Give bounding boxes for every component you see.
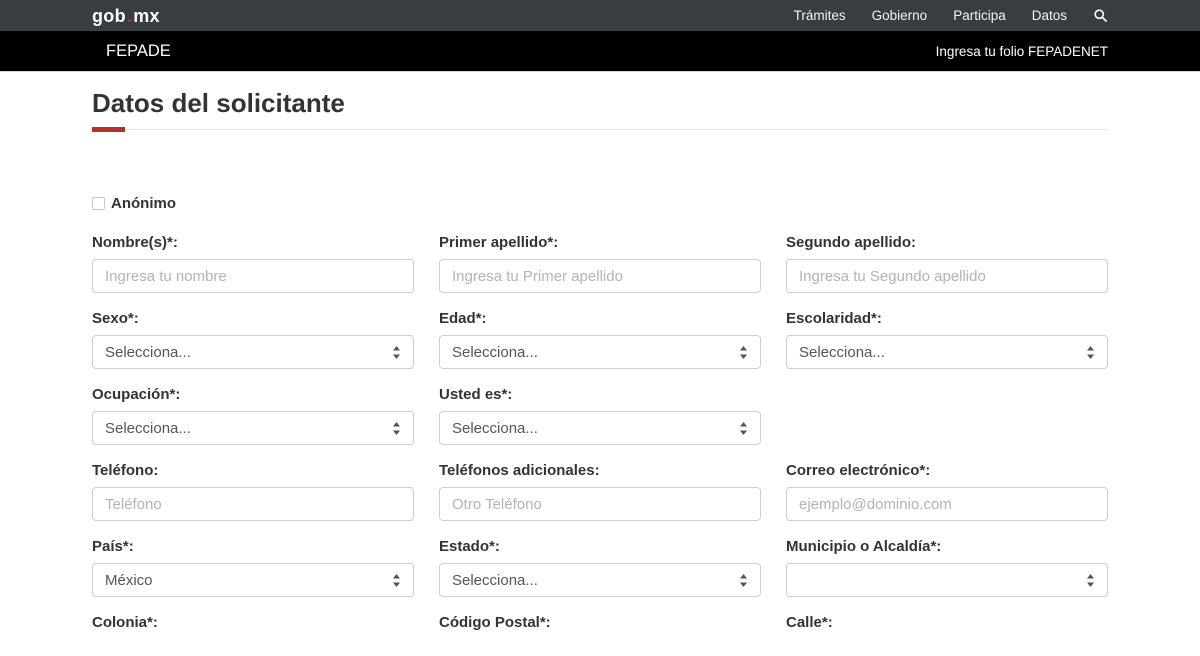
edad-label: Edad*: (439, 310, 487, 327)
anonimo-label: Anónimo (111, 195, 176, 212)
nav-datos[interactable]: Datos (1031, 8, 1067, 23)
top-nav (794, 8, 1108, 23)
nav-participa[interactable]: Participa (953, 8, 1006, 23)
telefono-input[interactable] (92, 487, 414, 521)
select-arrows-icon (739, 573, 748, 588)
calle-label: Calle*: (786, 614, 833, 631)
correo-label: Correo electrónico*: (786, 462, 931, 479)
edad-select[interactable] (439, 335, 761, 369)
escolaridad-select[interactable] (786, 335, 1108, 369)
empty-cell (786, 386, 1108, 445)
fepade-bar (0, 31, 1200, 72)
field-telefonos-adicionales (439, 462, 761, 521)
anonimo-row (92, 195, 1108, 212)
telefonos-adicionales-label: Teléfonos adicionales: (439, 462, 600, 479)
usted-es-select-value: Selecciona... (452, 419, 538, 437)
field-edad (439, 310, 761, 369)
title-divider (92, 127, 1108, 132)
estado-label: Estado*: (439, 538, 500, 555)
telefono-label: Teléfono: (92, 462, 159, 479)
segundo-apellido-input[interactable] (786, 259, 1108, 293)
primer-apellido-input[interactable] (439, 259, 761, 293)
pais-select-value: México (105, 571, 153, 589)
page-title: Datos del solicitante (92, 88, 345, 118)
field-primer-apellido (439, 234, 761, 293)
gobmx-topbar (0, 0, 1200, 31)
field-calle (786, 614, 1108, 639)
field-ocupacion (92, 386, 414, 445)
select-arrows-icon (739, 345, 748, 360)
nav-tramites[interactable]: Trámites (793, 8, 846, 23)
field-estado (439, 538, 761, 597)
field-municipio (786, 538, 1108, 597)
escolaridad-select-value: Selecciona... (799, 343, 885, 361)
pais-label: País*: (92, 538, 134, 555)
select-arrows-icon (392, 573, 401, 588)
codigo-postal-label: Código Postal*: (439, 614, 551, 631)
correo-input[interactable] (786, 487, 1108, 521)
divider-line (92, 129, 1108, 130)
field-sexo (92, 310, 414, 369)
nav-gobierno[interactable]: Gobierno (871, 8, 928, 23)
divider-red-accent (92, 127, 125, 132)
field-escolaridad (786, 310, 1108, 369)
field-usted-es (439, 386, 761, 445)
select-arrows-icon (1086, 345, 1095, 360)
estado-select[interactable] (439, 563, 761, 597)
municipio-label: Municipio o Alcaldía*: (786, 538, 942, 555)
field-telefono (92, 462, 414, 521)
field-correo (786, 462, 1108, 521)
escolaridad-label: Escolaridad*: (786, 310, 882, 327)
field-nombre (92, 234, 414, 293)
primer-apellido-label: Primer apellido*: (439, 234, 559, 251)
search-icon[interactable] (1093, 8, 1108, 23)
ocupacion-select-value: Selecciona... (105, 419, 191, 437)
folio-fepadenet-link[interactable]: Ingresa tu folio FEPADENET (935, 43, 1108, 59)
select-arrows-icon (392, 421, 401, 436)
select-arrows-icon (1086, 573, 1095, 588)
sexo-select-value: Selecciona... (105, 343, 191, 361)
sexo-select[interactable] (92, 335, 414, 369)
gobmx-logo[interactable] (92, 7, 160, 25)
logo-dot: . (126, 5, 133, 26)
field-segundo-apellido (786, 234, 1108, 293)
colonia-label: Colonia*: (92, 614, 158, 631)
nombre-label: Nombre(s)*: (92, 234, 178, 251)
usted-es-select[interactable] (439, 411, 761, 445)
sexo-label: Sexo*: (92, 310, 139, 327)
telefonos-adicionales-input[interactable] (439, 487, 761, 521)
form-grid (92, 234, 1108, 656)
form-page (0, 72, 1200, 656)
pais-select[interactable] (92, 563, 414, 597)
usted-es-label: Usted es*: (439, 386, 513, 403)
field-colonia (92, 614, 414, 639)
municipio-select[interactable] (786, 563, 1108, 597)
edad-select-value: Selecciona... (452, 343, 538, 361)
select-arrows-icon (392, 345, 401, 360)
field-pais (92, 538, 414, 597)
logo-gob: gob (92, 5, 126, 26)
estado-select-value: Selecciona... (452, 571, 538, 589)
nombre-input[interactable] (92, 259, 414, 293)
logo-mx: mx (133, 5, 160, 26)
field-codigo-postal (439, 614, 761, 639)
select-arrows-icon (739, 421, 748, 436)
ocupacion-select[interactable] (92, 411, 414, 445)
ocupacion-label: Ocupación*: (92, 386, 181, 403)
segundo-apellido-label: Segundo apellido: (786, 234, 916, 251)
fepade-brand-link[interactable]: FEPADE (106, 41, 171, 60)
anonimo-checkbox[interactable] (92, 197, 105, 210)
